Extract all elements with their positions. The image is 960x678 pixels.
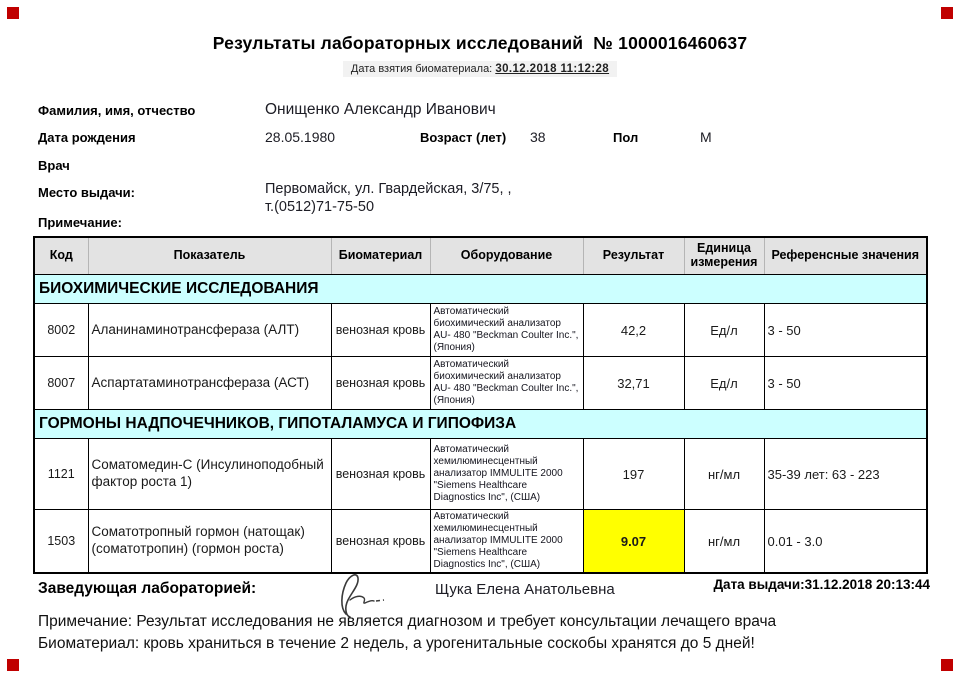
cell-result: 42,2 xyxy=(583,304,684,357)
cell-code: 8002 xyxy=(34,304,88,357)
biomaterial-date-label: Дата взятия биоматериала: xyxy=(350,63,496,75)
cell-equipment: Автоматический хемилюминесцентный анализатор IMMULITE 2000 "Siemens Healthcare Diagnostics Inc", (США) xyxy=(430,510,583,574)
birth-date-label: Дата рождения xyxy=(38,130,136,145)
cell-biomaterial: венозная кровь xyxy=(331,304,430,357)
table-header-row xyxy=(34,237,927,275)
cell-code: 1503 xyxy=(34,510,88,574)
table-row xyxy=(34,304,927,357)
corner-marker-bottom-right xyxy=(941,659,953,671)
footer-notes xyxy=(38,611,938,655)
section-row-hormones xyxy=(34,410,927,439)
footer-note-1: Примечание: Результат исследования не является диагнозом и требует консультации лечащего врача xyxy=(38,613,777,630)
cell-result: 197 xyxy=(583,439,684,510)
cell-equipment: Автоматический хемилюминесцентный анализатор IMMULITE 2000 "Siemens Healthcare Diagnostics Inc", (США) xyxy=(430,439,583,510)
column-header-reference: Референсные значения xyxy=(764,237,927,275)
issue-place-value-line1: Первомайск, ул. Гвардейская, 3/75, , xyxy=(265,181,512,197)
lab-head-label: Заведующая лабораторией: xyxy=(38,580,257,597)
footer-note-2: Биоматериал: кровь храниться в течение 2 недель, а урогенитальные соскобы хранятся до 5 дней! xyxy=(38,635,755,652)
issue-date: Дата выдачи:31.12.2018 20:13:44 xyxy=(713,577,930,592)
cell-equipment: Автоматический биохимический анализатор AU- 480 "Beckman Coulter Inc.", (Япония) xyxy=(430,304,583,357)
corner-marker-top-left xyxy=(7,7,19,19)
cell-reference: 3 - 50 xyxy=(764,357,927,410)
patient-info-block xyxy=(38,103,930,233)
cell-indicator: Соматомедин-С (Инсулиноподобный фактор роста 1) xyxy=(88,439,331,510)
sex-label: Пол xyxy=(613,130,639,145)
cell-reference: 0.01 - 3.0 xyxy=(764,510,927,574)
cell-equipment: Автоматический биохимический анализатор AU- 480 "Beckman Coulter Inc.", (Япония) xyxy=(430,357,583,410)
cell-unit: нг/мл xyxy=(684,439,764,510)
patient-name-value: Онищенко Александр Иванович xyxy=(265,101,496,118)
cell-indicator: Аспартатаминотрансфераза (АСТ) xyxy=(88,357,331,410)
cell-biomaterial: венозная кровь xyxy=(331,357,430,410)
section-row-biochemistry xyxy=(34,275,927,304)
issue-place-value-line2: т.(0512)71-75-50 xyxy=(265,199,375,215)
column-header-unit: Единица измерения xyxy=(684,237,764,275)
corner-marker-top-right xyxy=(941,7,953,19)
column-header-result: Результат xyxy=(583,237,684,275)
column-header-equipment: Оборудование xyxy=(430,237,583,275)
table-row xyxy=(34,439,927,510)
cell-unit: Ед/л xyxy=(684,357,764,410)
lab-head-name: Щука Елена Анатольевна xyxy=(435,581,615,598)
column-header-biomaterial: Биоматериал xyxy=(331,237,430,275)
cell-unit: нг/мл xyxy=(684,510,764,574)
doctor-label: Врач xyxy=(38,158,70,173)
table-row xyxy=(34,357,927,410)
note-label: Примечание: xyxy=(38,215,122,230)
sex-value: М xyxy=(700,129,712,145)
cell-indicator: Аланинаминотрансфераза (АЛТ) xyxy=(88,304,331,357)
cell-biomaterial: венозная кровь xyxy=(331,510,430,574)
table-row xyxy=(34,510,927,574)
corner-marker-bottom-left xyxy=(7,659,19,671)
age-label: Возраст (лет) xyxy=(420,130,507,145)
document-title: Результаты лабораторных исследований № 1000016460637 xyxy=(212,33,748,53)
cell-result: 32,71 xyxy=(583,357,684,410)
section-title: ГОРМОНЫ НАДПОЧЕЧНИКОВ, ГИПОТАЛАМУСА И ГИПОФИЗА xyxy=(34,410,927,439)
results-table xyxy=(33,236,928,574)
cell-reference: 3 - 50 xyxy=(764,304,927,357)
biomaterial-date-value: 30.12.2018 11:12:28 xyxy=(495,63,610,75)
cell-code: 1121 xyxy=(34,439,88,510)
cell-code: 8007 xyxy=(34,357,88,410)
birth-date-value: 28.05.1980 xyxy=(265,129,336,145)
column-header-code: Код xyxy=(34,237,88,275)
cell-result-highlighted: 9.07 xyxy=(583,510,684,574)
cell-reference: 35-39 лет: 63 - 223 xyxy=(764,439,927,510)
section-title: БИОХИМИЧЕСКИЕ ИССЛЕДОВАНИЯ xyxy=(34,275,927,304)
cell-unit: Ед/л xyxy=(684,304,764,357)
biomaterial-date-line xyxy=(0,61,960,77)
patient-name-label: Фамилия, имя, отчество xyxy=(38,103,196,118)
column-header-indicator: Показатель xyxy=(88,237,331,275)
issue-place-label: Место выдачи: xyxy=(38,185,135,200)
cell-biomaterial: венозная кровь xyxy=(331,439,430,510)
age-value: 38 xyxy=(530,129,546,145)
cell-indicator: Соматотропный гормон (натощак) (соматотропин) (гормон роста) xyxy=(88,510,331,574)
